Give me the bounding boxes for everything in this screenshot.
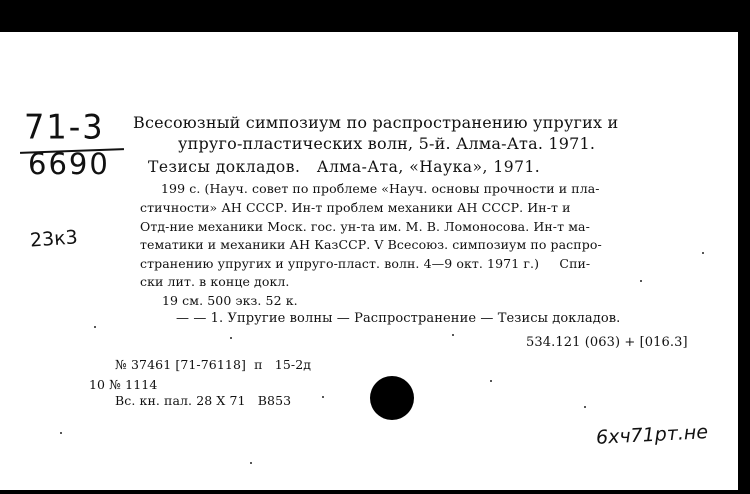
speck	[452, 334, 454, 336]
desc-line-6: ски лит. в конце докл.	[140, 274, 290, 289]
punch-hole	[370, 376, 414, 420]
bottom-handwritten-note: 6хч71рт.не	[595, 421, 709, 449]
speck	[322, 396, 324, 398]
speck	[490, 380, 492, 382]
margin-note: 23к3	[29, 226, 79, 252]
heading-line-2: упруго-пластических волн, 5-й. Алма-Ата. 1971.	[178, 134, 596, 153]
shelfmark-top: 71-3	[24, 107, 105, 147]
catalog-card	[0, 32, 738, 490]
speck	[230, 337, 232, 339]
record-number: № 37461 [71-76118] п 15-2д	[115, 357, 312, 372]
subject-headings: — — 1. Упругие волны — Распространение — Тезисы докладов.	[176, 311, 621, 326]
desc-line-2: стичности» АН СССР. Ин-т проблем механики АН СССР. Ин-т и	[140, 200, 571, 215]
desc-line-3: Отд-ние механики Моск. гос. ун-та им. М. В. Ломоносова. Ин-т ма-	[140, 219, 590, 234]
speck	[640, 280, 642, 282]
speck	[250, 462, 252, 464]
shelfmark-bottom: 6690	[28, 147, 110, 181]
print-info: Вс. кн. пал. 28 X 71 В853	[115, 393, 292, 408]
heading-line-1: Всесоюзный симпозиум по распространению упругих и	[133, 113, 619, 132]
subtitle-line: Тезисы докладов. Алма-Ата, «Наука», 1971.	[148, 158, 541, 176]
speck	[60, 432, 62, 434]
udc-number: 534.121 (063) + [016.3]	[526, 335, 688, 350]
desc-line-5: странению упругих и упруго-пласт. волн. 4—9 окт. 1971 г.) Спи-	[140, 256, 591, 271]
speck	[702, 252, 704, 254]
desc-line-4: тематики и механики АН КазССР. V Всесоюз. симпозиум по распро-	[140, 237, 602, 252]
speck	[94, 326, 96, 328]
desc-line-1: 199 с. (Науч. совет по проблеме «Науч. основы прочности и пла-	[161, 181, 600, 196]
size-line: 19 см. 500 экз. 52 к.	[162, 293, 298, 308]
speck	[584, 406, 586, 408]
order-number: 10 № 1114	[89, 377, 158, 392]
